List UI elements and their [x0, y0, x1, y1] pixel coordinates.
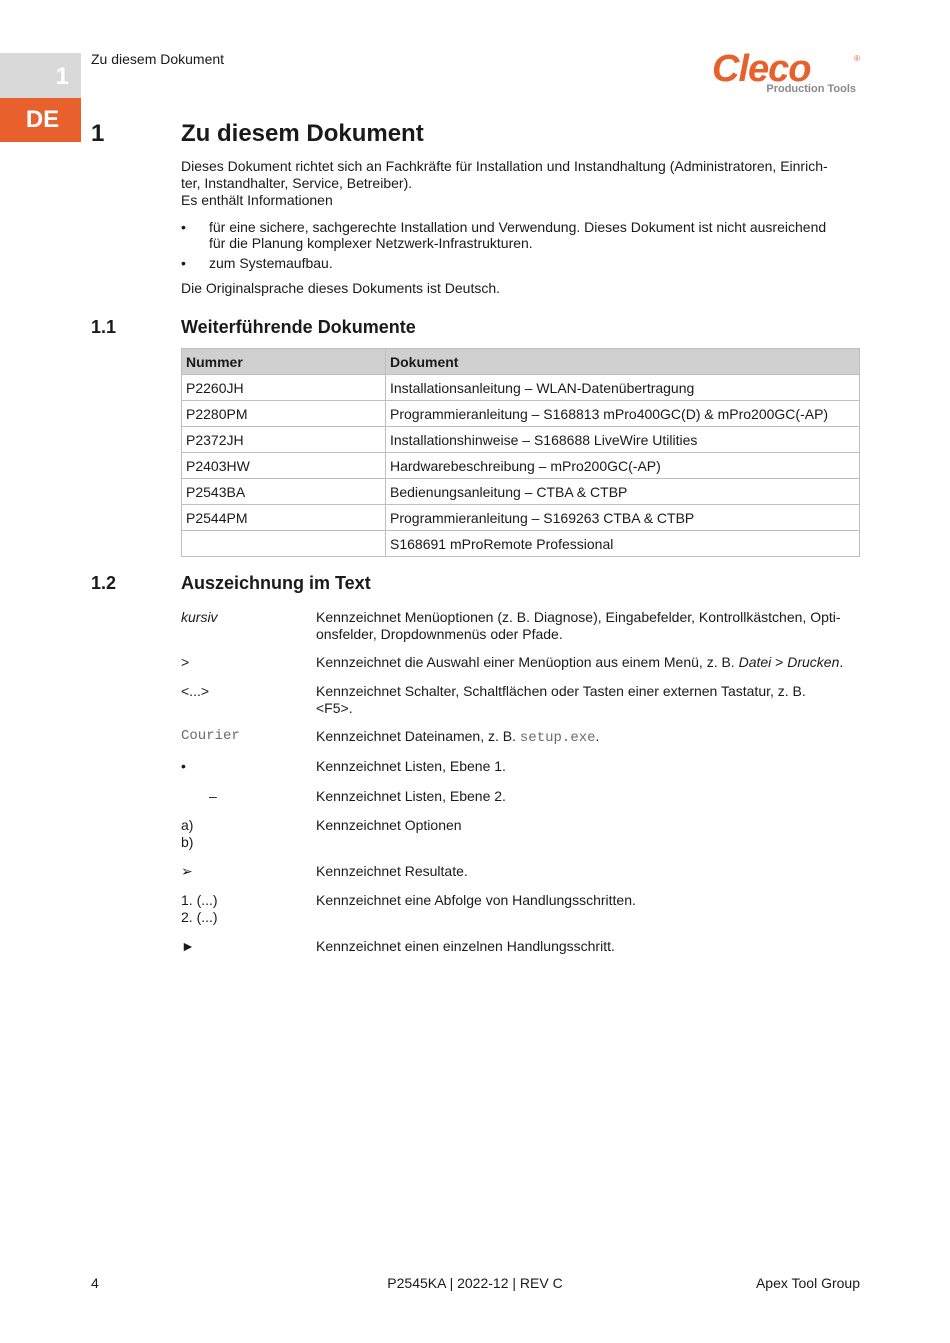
- markup-description: Kennzeichnet Schalter, Schaltflächen oder Tasten einer externen Tastatur, z. B.: [316, 683, 806, 699]
- original-language-note: Die Originalsprache dieses Dokuments ist Deutsch.: [181, 280, 501, 296]
- markup-label: •: [181, 758, 186, 774]
- table-row: [182, 453, 860, 479]
- bullet-symbol: •: [181, 219, 186, 235]
- bullet-text: zum Systemaufbau.: [209, 255, 333, 271]
- subsection-number: 1.2: [91, 573, 117, 593]
- markup-label: Courier: [181, 728, 240, 744]
- desc-text: .: [839, 654, 844, 670]
- document-id: P2545KA | 2022-12 | REV C: [387, 1275, 563, 1291]
- table-row: [182, 427, 860, 453]
- page-number: 4: [91, 1275, 99, 1291]
- language-tab: DE: [0, 98, 81, 142]
- step-triangle-icon: ►: [181, 938, 195, 954]
- result-arrow-icon: ➢: [181, 863, 193, 879]
- logo-wordmark: Cleco: [712, 48, 811, 90]
- markup-label: 1. (...): [181, 892, 218, 908]
- documents-table: [181, 348, 860, 557]
- markup-label: kursiv: [181, 609, 218, 625]
- intro-line: Es enthält Informationen: [181, 192, 333, 208]
- markup-label: a): [181, 817, 194, 833]
- desc-text: Kennzeichnet Dateinamen, z. B.: [316, 728, 520, 744]
- section-number: 1: [91, 120, 105, 147]
- markup-description: <F5>.: [316, 700, 353, 716]
- desc-text: .: [595, 728, 600, 744]
- markup-description: Kennzeichnet Listen, Ebene 1.: [316, 758, 506, 774]
- doc-title: Installationshinweise – S168688 LiveWire Utilities: [386, 427, 860, 453]
- markup-description: [316, 654, 861, 671]
- doc-title: S168691 mProRemote Professional: [386, 531, 860, 557]
- doc-title: Bedienungsanleitung – CTBA & CTBP: [386, 479, 860, 505]
- desc-monospace: setup.exe: [519, 730, 596, 746]
- desc-text: >: [771, 654, 788, 670]
- doc-title: Programmieranleitung – S168813 mPro400GC(D) & mPro200GC(-AP): [386, 401, 860, 427]
- doc-number: P2543BA: [182, 479, 386, 505]
- desc-italic: Drucken: [787, 654, 840, 670]
- markup-description: Kennzeichnet Resultate.: [316, 863, 468, 879]
- table-row: [182, 479, 860, 505]
- subsection-title: Auszeichnung im Text: [181, 573, 371, 593]
- company-name: Apex Tool Group: [755, 1275, 860, 1291]
- markup-description: Kennzeichnet Menüoptionen (z. B. Diagnose), Eingabefelder, Kontrollkästchen, Opti-: [316, 609, 841, 625]
- markup-label: >: [181, 654, 190, 670]
- table-row: [182, 401, 860, 427]
- doc-number: P2260JH: [182, 375, 386, 401]
- doc-title: Programmieranleitung – S169263 CTBA & CTBP: [386, 505, 860, 531]
- markup-label: <...>: [181, 683, 210, 699]
- markup-label: 2. (...): [181, 909, 218, 925]
- table-header-row: [182, 349, 860, 375]
- doc-title: Hardwarebeschreibung – mPro200GC(-AP): [386, 453, 860, 479]
- bullet-symbol: •: [181, 255, 186, 271]
- markup-description: Kennzeichnet Optionen: [316, 817, 462, 833]
- doc-title: Installationsanleitung – WLAN-Datenübertragung: [386, 375, 860, 401]
- table-row: [182, 505, 860, 531]
- doc-number: P2403HW: [182, 453, 386, 479]
- doc-number: P2280PM: [182, 401, 386, 427]
- subsection-number: 1.1: [91, 317, 117, 337]
- desc-italic: Datei: [738, 654, 772, 670]
- desc-text: Kennzeichnet die Auswahl einer Menüoption aus einem Menü, z. B.: [316, 654, 739, 670]
- markup-label: –: [209, 788, 217, 804]
- markup-label: b): [181, 834, 194, 850]
- column-header: Nummer: [182, 349, 386, 375]
- markup-description: Kennzeichnet eine Abfolge von Handlungsschritten.: [316, 892, 636, 908]
- chapter-tab: 1: [0, 53, 81, 98]
- doc-number: P2544PM: [182, 505, 386, 531]
- column-header: Dokument: [386, 349, 860, 375]
- markup-description: Kennzeichnet Listen, Ebene 2.: [316, 788, 506, 804]
- running-head: Zu diesem Dokument: [91, 51, 225, 67]
- subsection-title: Weiterführende Dokumente: [181, 317, 416, 337]
- doc-number: P2372JH: [182, 427, 386, 453]
- intro-line: Dieses Dokument richtet sich an Fachkräfte für Installation und Instandhaltung (Administratoren, Einrich-: [181, 158, 828, 174]
- table-row: [182, 531, 860, 557]
- markup-description: [316, 728, 861, 747]
- section-title: Zu diesem Dokument: [181, 120, 424, 147]
- bullet-text: für eine sichere, sachgerechte Installation und Verwendung. Dieses Dokument ist nicht ausreichend: [209, 219, 827, 235]
- intro-line: ter, Instandhalter, Service, Betreiber).: [181, 175, 413, 191]
- doc-number: [182, 531, 386, 557]
- logo-registered-mark: ®: [854, 54, 860, 63]
- logo-subtitle: Production Tools: [766, 83, 856, 95]
- cleco-logo: [712, 50, 862, 100]
- markup-description: onsfelder, Dropdownmenüs oder Pfade.: [316, 626, 563, 642]
- table-row: [182, 375, 860, 401]
- markup-description: Kennzeichnet einen einzelnen Handlungsschritt.: [316, 938, 615, 954]
- bullet-text: für die Planung komplexer Netzwerk-Infrastrukturen.: [209, 235, 533, 251]
